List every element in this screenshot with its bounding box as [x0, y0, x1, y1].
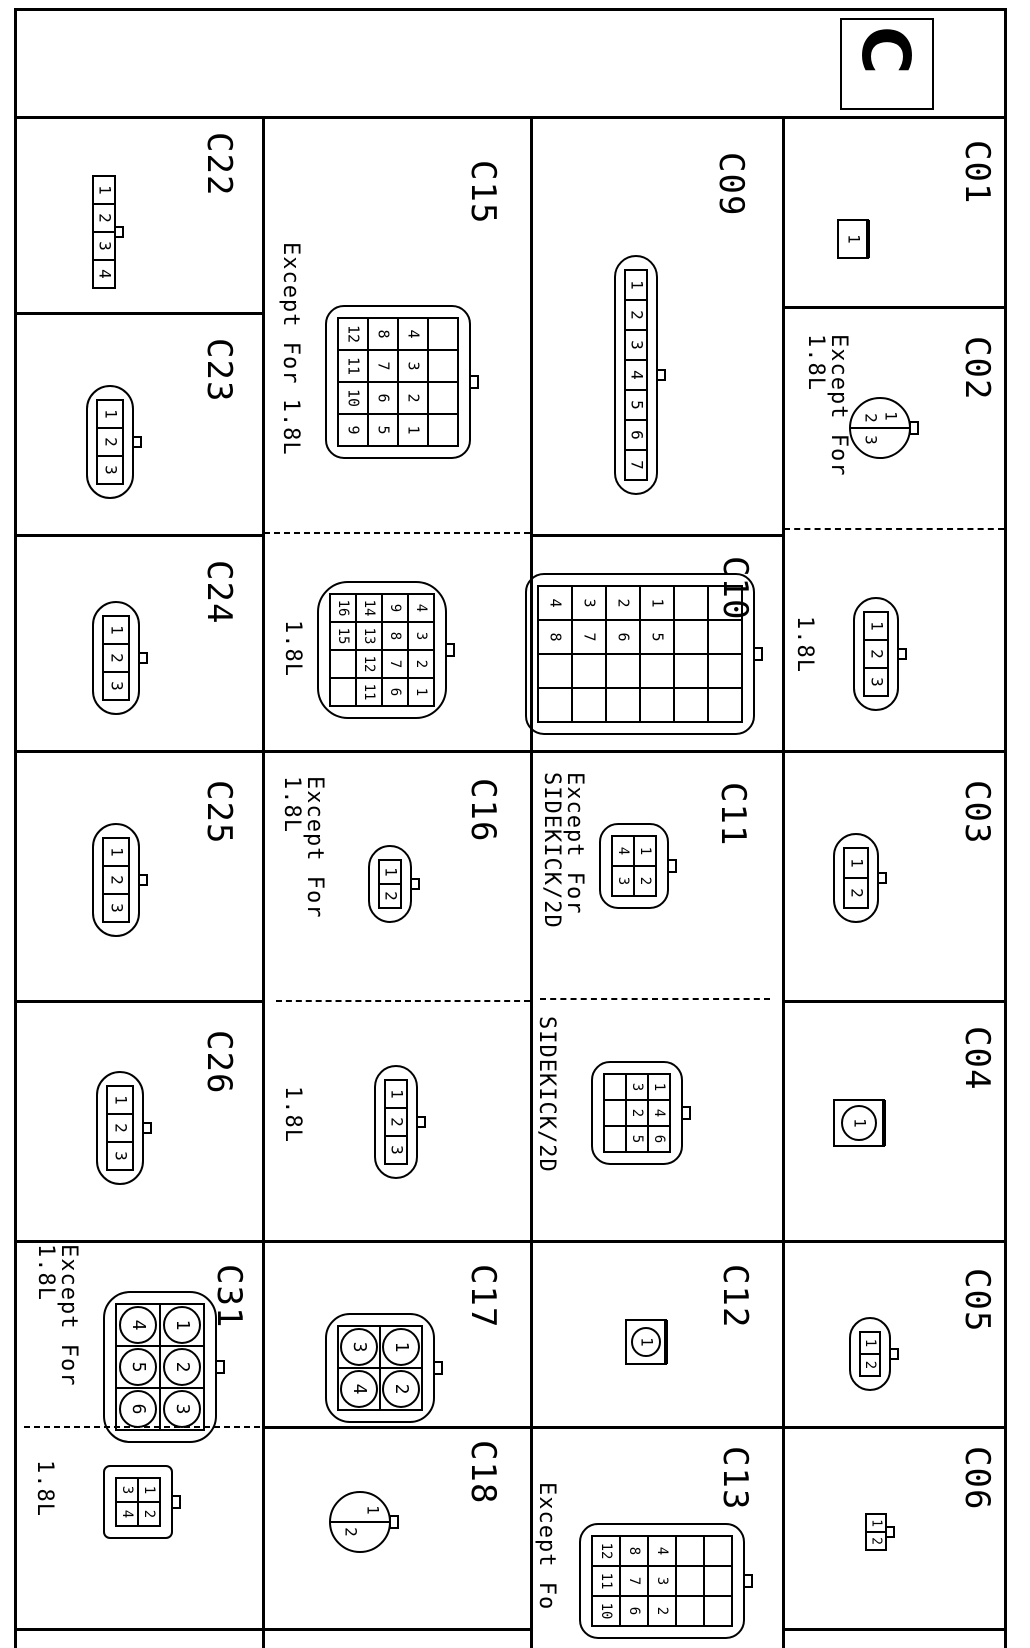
note-c13: Except Fo	[534, 1482, 559, 1611]
pin-number: 1	[648, 598, 667, 608]
connector-label-c06: C06	[957, 1446, 997, 1511]
latch	[754, 648, 762, 660]
connector-c16	[369, 846, 419, 922]
pin-number: 2	[867, 649, 887, 659]
connector-c10	[526, 574, 762, 734]
pin-number: 1	[627, 280, 647, 290]
pin-number: 2	[387, 1117, 407, 1127]
connector-c09	[615, 256, 665, 494]
pin-number: 6	[387, 687, 403, 697]
connector-c16-1.8l	[375, 1066, 425, 1178]
latch	[434, 1362, 442, 1374]
connector-c06	[866, 1514, 894, 1550]
pin-number: 5	[629, 1134, 645, 1144]
connector-label-c05: C05	[957, 1268, 997, 1333]
connector-label-c25: C25	[199, 780, 239, 845]
connector-label-c31: C31	[209, 1264, 249, 1329]
pin-number: 10	[598, 1602, 614, 1620]
pin-number: 11	[598, 1572, 614, 1590]
pin-number: 1	[847, 858, 867, 868]
connector-c15	[326, 306, 478, 458]
pin-number: 3	[404, 361, 423, 371]
latch	[133, 437, 141, 447]
pin-number: 4	[654, 1546, 670, 1556]
pin-number: 3	[615, 876, 631, 886]
pin-number: 12	[361, 655, 377, 673]
latch	[115, 227, 123, 237]
latch	[910, 422, 918, 434]
pin-number: 6	[374, 393, 393, 403]
pin-number: 2	[107, 875, 127, 885]
pin-number: 2	[627, 310, 647, 320]
pin-number: 5	[374, 425, 393, 435]
pin-number: 4	[349, 1383, 370, 1395]
pin-number: 3	[111, 1151, 131, 1161]
pin-number: 8	[546, 632, 565, 642]
section-letter: C	[847, 26, 924, 75]
pin-number: 1	[172, 1319, 193, 1331]
pin-number: 10	[344, 388, 363, 408]
connector-c02	[850, 398, 918, 458]
connector-c25	[93, 824, 147, 936]
pin-number: 1	[862, 1338, 878, 1348]
pin-number: 4	[651, 1108, 667, 1118]
latch	[172, 1496, 180, 1508]
pin-number: 1	[867, 621, 887, 631]
pin-number: 4	[413, 603, 429, 613]
pin-number: 3	[349, 1341, 370, 1353]
latch	[411, 879, 419, 889]
pin-number: 1	[111, 1095, 131, 1105]
pin-number: 5	[128, 1361, 149, 1373]
pin-number: 6	[614, 632, 633, 642]
pin-number: 3	[119, 1485, 135, 1495]
pin-number: 3	[867, 677, 887, 687]
pin-number: 2	[614, 598, 633, 608]
pin-number: 15	[335, 627, 351, 645]
latch	[886, 1527, 894, 1537]
pin-number: 3	[107, 681, 127, 691]
pin-number: 6	[627, 430, 647, 440]
latch	[139, 875, 147, 885]
pin-number: 2	[391, 1383, 412, 1395]
connector-label-c03: C03	[957, 780, 997, 845]
pin-number: 7	[374, 361, 393, 371]
note-c31: Except For 1.8L	[32, 1244, 81, 1387]
pin-number: 1	[381, 867, 401, 877]
connector-label-c04: C04	[957, 1026, 997, 1091]
pin-number: 4	[615, 846, 631, 856]
note-c15: Except For 1.8L	[278, 242, 303, 456]
pin-number: 2	[413, 659, 429, 669]
connector-c15-1.8l	[318, 582, 454, 718]
pin-number: 1	[391, 1341, 412, 1353]
pin-number: 8	[626, 1546, 642, 1556]
connector-c02-1.8l	[854, 598, 906, 710]
pin-number: 11	[361, 683, 377, 701]
connector-label-c02: C02	[957, 336, 997, 401]
latch	[417, 1117, 425, 1127]
pin-number: 1	[107, 625, 127, 635]
connector-label-c24: C24	[199, 560, 239, 625]
pin-number: 2	[862, 1360, 878, 1370]
note-c15-variant: 1.8L	[280, 620, 305, 677]
pin-number: 5	[648, 632, 667, 642]
connector-c01	[838, 220, 868, 258]
connector-label-c22: C22	[199, 132, 239, 197]
pin-number: 2	[141, 1509, 157, 1519]
pin-number: 7	[580, 632, 599, 642]
latch	[470, 376, 478, 388]
connector-c13	[580, 1524, 752, 1638]
connector-c18	[330, 1492, 398, 1552]
pin-number: 4	[95, 269, 115, 279]
pin-number: 3	[629, 1082, 645, 1092]
note-c11: Except For SIDEKICK/2D	[538, 772, 587, 929]
connector-label-c11: C11	[713, 782, 753, 847]
connector-label-c09: C09	[711, 152, 751, 217]
pin-number: 8	[387, 631, 403, 641]
pin-number: 4	[119, 1509, 135, 1519]
connector-c04	[834, 1100, 884, 1146]
connector-label-c17: C17	[463, 1264, 503, 1329]
pin-number: 6	[128, 1403, 149, 1415]
connector-label-c26: C26	[199, 1030, 239, 1095]
note-c11-variant: SIDEKICK/2D	[534, 1016, 559, 1173]
pin-number: 2	[101, 437, 121, 447]
pin-number: 3	[413, 631, 429, 641]
connector-c24	[93, 602, 147, 714]
connector-c03	[834, 834, 886, 922]
pin-number: 2	[107, 653, 127, 663]
latch	[390, 1516, 398, 1528]
latch	[216, 1361, 224, 1373]
pin-number: 2	[629, 1108, 645, 1118]
connector-label-c15: C15	[463, 160, 503, 225]
pin-number: 3	[172, 1403, 193, 1415]
connector-c17	[326, 1314, 442, 1422]
pin-number: 7	[627, 460, 647, 470]
connector-label-c18: C18	[463, 1440, 503, 1505]
pin-number: 11	[344, 356, 363, 376]
connector-c31-1.8l	[104, 1466, 180, 1538]
note-c02: Except For 1.8L	[802, 334, 851, 477]
note-c16-variant: 1.8L	[280, 1086, 305, 1143]
pin-number: 3	[101, 465, 121, 475]
pin-number: 12	[344, 324, 363, 344]
pin-number: 1	[850, 1118, 870, 1128]
pin-number: 5	[627, 400, 647, 410]
latch	[446, 644, 454, 656]
connector-c23	[87, 386, 141, 498]
latch	[878, 873, 886, 883]
pin-number: 9	[344, 425, 363, 435]
connector-c12	[626, 1320, 666, 1364]
pin-number: 13	[361, 627, 377, 645]
pin-number: 3	[861, 435, 881, 445]
connector-c11	[600, 824, 676, 908]
connector-c26	[97, 1072, 151, 1184]
pin-number: 9	[387, 603, 403, 613]
pin-number: 1	[651, 1082, 667, 1092]
pin-number: 3	[654, 1576, 670, 1586]
connector-c22	[93, 176, 123, 288]
pin-number: 3	[627, 340, 647, 350]
pin-number: 2	[172, 1361, 193, 1373]
pin-number: 7	[387, 659, 403, 669]
latch	[668, 860, 676, 872]
pin-number: 14	[361, 599, 377, 617]
pin-number: 1	[404, 425, 423, 435]
pin-number: 2	[95, 213, 115, 223]
latch	[898, 649, 906, 659]
pin-number: 1	[101, 409, 121, 419]
pin-number: 6	[651, 1134, 667, 1144]
note-c16: Except For 1.8L	[278, 776, 327, 919]
pin-number: 7	[626, 1576, 642, 1586]
latch	[143, 1123, 151, 1133]
pin-number: 4	[128, 1319, 149, 1331]
pin-number: 1	[95, 185, 115, 195]
pin-number: 3	[107, 903, 127, 913]
pin-number: 1	[881, 411, 901, 421]
pin-number: 3	[580, 598, 599, 608]
connector-label-c23: C23	[199, 338, 239, 403]
pin-number: 12	[598, 1542, 614, 1560]
pin-number: 4	[404, 329, 423, 339]
pin-number: 2	[341, 1527, 361, 1537]
latch	[139, 653, 147, 663]
pin-number: 2	[861, 413, 881, 423]
connector-label-c16: C16	[463, 778, 503, 843]
pin-number: 3	[387, 1145, 407, 1155]
pin-number: 2	[381, 891, 401, 901]
latch	[682, 1107, 690, 1119]
pin-number: 1	[637, 1337, 657, 1347]
pin-number: 2	[637, 876, 653, 886]
connector-label-c01: C01	[957, 140, 997, 205]
connector-c05	[850, 1318, 898, 1390]
connector-label-c10: C10	[715, 556, 755, 621]
pin-number: 2	[111, 1123, 131, 1133]
latch	[744, 1575, 752, 1587]
pin-number: 2	[847, 888, 867, 898]
connector-label-c13: C13	[715, 1446, 755, 1511]
connector-c31	[104, 1292, 224, 1442]
connector-c11-sidekick	[592, 1062, 690, 1164]
pin-number: 2	[404, 393, 423, 403]
latch	[657, 370, 665, 380]
pin-number: 3	[95, 241, 115, 251]
pin-number: 6	[626, 1606, 642, 1616]
pin-number: 8	[374, 329, 393, 339]
latch	[890, 1349, 898, 1359]
pin-number: 16	[335, 599, 351, 617]
pin-number: 1	[844, 234, 864, 244]
pin-number: 1	[868, 1519, 884, 1527]
pin-number: 4	[546, 598, 565, 608]
connector-label-c12: C12	[715, 1264, 755, 1329]
pin-number: 1	[363, 1505, 383, 1515]
pin-number: 1	[107, 847, 127, 857]
pin-number: 2	[868, 1537, 884, 1545]
note-c31-variant: 1.8L	[32, 1460, 57, 1517]
note-c02-variant: 1.8L	[792, 616, 817, 673]
pin-number: 1	[141, 1485, 157, 1495]
pin-number: 1	[637, 846, 653, 856]
pin-number: 4	[627, 370, 647, 380]
pin-number: 2	[654, 1606, 670, 1616]
pin-number: 1	[387, 1089, 407, 1099]
pin-number: 1	[413, 687, 429, 697]
